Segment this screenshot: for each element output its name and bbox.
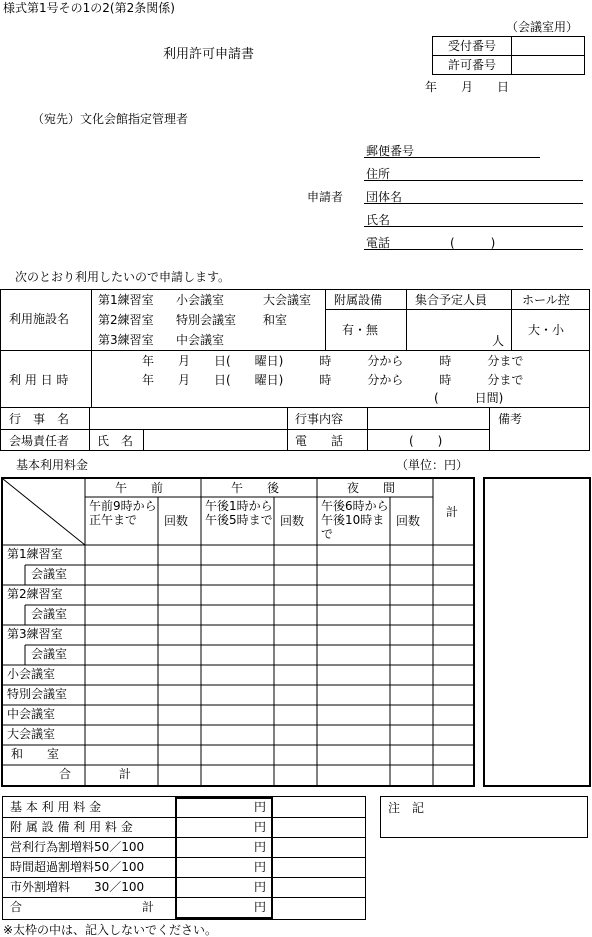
period-night-detail: 午後6時から午後10時まで [321, 499, 389, 541]
people-unit: 人 [492, 334, 505, 348]
room-japanese: 和室 [263, 313, 288, 327]
people-header: 集合予定人員 [415, 293, 488, 307]
remarks-label: 備考 [498, 412, 523, 426]
fee-table [1, 477, 475, 787]
period-night: 夜 間 [347, 481, 396, 495]
manager-phone-value[interactable]: ( ) [409, 434, 443, 448]
manager-phone-label: 電 話 [295, 434, 344, 448]
summary-label: 附 属 設 備 利 用 料 金 [10, 820, 133, 834]
postal-line[interactable] [364, 157, 540, 158]
room-1st-practice: 第1練習室 [98, 293, 154, 307]
fee-row-label: 和 室 [11, 747, 60, 761]
date-label: 年 月 日 [425, 80, 510, 94]
datetime-days[interactable]: ( 日間) [434, 391, 504, 405]
room-middle-meeting: 中会議室 [176, 333, 225, 347]
datetime-line-2[interactable]: 年 月 日( 曜日) 時 分から 時 分まで [142, 373, 524, 387]
fee-row-label: 大会議室 [7, 727, 56, 741]
manager-label: 会場責任者 [9, 434, 70, 448]
permit-number-field[interactable] [512, 56, 585, 75]
applicant-label: 申請者 [307, 190, 344, 204]
fee-unit: （単位：円） [396, 458, 469, 472]
phone-label: 電話 ( ) [366, 236, 496, 250]
summary-label: 営利行為割増料50／100 [10, 840, 145, 854]
datetime-line-1[interactable]: 年 月 日( 曜日) 時 分から 時 分まで [142, 354, 524, 368]
notes-box[interactable] [380, 796, 588, 838]
count-label-afternoon: 回数 [280, 514, 305, 528]
room-2nd-practice: 第2練習室 [98, 313, 154, 327]
manager-name-label: 氏 名 [97, 434, 134, 448]
number-table [432, 36, 585, 75]
fee-row-label: 中会議室 [7, 707, 56, 721]
period-morning-detail: 午前9時から正午まで [89, 499, 157, 527]
address-line[interactable] [364, 180, 583, 181]
summary-table [2, 796, 366, 920]
event-content-label: 行事内容 [295, 412, 344, 426]
postal-label: 郵便番号 [366, 144, 415, 158]
summary-label: 市外割増料 30／100 [10, 880, 145, 894]
room-large-meeting: 大会議室 [263, 293, 312, 307]
receipt-number-label: 受付番号 [433, 37, 512, 56]
summary-unit: 円 [254, 880, 267, 894]
permit-number-label: 許可番号 [433, 56, 512, 75]
summary-unit: 円 [254, 820, 267, 834]
facility-label: 利用施設名 [9, 312, 70, 326]
remarks-box[interactable] [483, 477, 591, 787]
fee-row-label: 第3練習室 [7, 627, 63, 641]
form-label: 様式第1号その1の2(第2条関係) [3, 1, 175, 15]
usage-note: （会議室用） [506, 20, 579, 34]
period-morning: 午 前 [115, 481, 164, 495]
equipment-header: 附属設備 [334, 293, 383, 307]
facility-block [0, 289, 590, 351]
equipment-value[interactable]: 有・無 [342, 323, 379, 337]
fee-row-label: 会議室 [31, 567, 68, 581]
phone-line[interactable] [364, 249, 583, 250]
summary-label: 基 本 利 用 料 金 [10, 800, 102, 814]
summary-unit: 円 [254, 840, 267, 854]
event-name-label: 行 事 名 [9, 412, 70, 426]
fee-row-label: 小会議室 [7, 667, 56, 681]
fee-title: 基本利用料金 [16, 458, 89, 472]
datetime-block [0, 350, 590, 408]
count-label-morning: 回数 [164, 514, 189, 528]
receipt-number-field[interactable] [512, 37, 585, 56]
name-label: 氏名 [366, 213, 391, 227]
summary-unit: 円 [254, 860, 267, 874]
hall-value[interactable]: 大・小 [528, 323, 565, 337]
summary-label: 時間超過割増料50／100 [10, 860, 145, 874]
address-label: 住所 [366, 167, 391, 181]
fee-row-label: 第2練習室 [7, 587, 63, 601]
page-title: 利用許可申請書 [163, 47, 255, 62]
summary-unit: 円 [254, 900, 267, 914]
intro-text: 次のとおり利用したいので申請します。 [15, 270, 231, 284]
room-special-meeting: 特別会議室 [176, 313, 237, 327]
fee-total-row-label: 合 計 [59, 767, 132, 781]
fee-row-label: 会議室 [31, 607, 68, 621]
fee-row-label: 第1練習室 [7, 547, 63, 561]
footnote: ※太枠の中は、記入しないでください。 [3, 923, 218, 937]
hall-header: ホール控 [522, 293, 570, 307]
addressee: （宛先）文化会館指定管理者 [32, 112, 189, 126]
period-afternoon-detail: 午後1時から午後5時まで [205, 499, 273, 527]
group-line[interactable] [364, 203, 583, 204]
notes-label: 注 記 [388, 801, 425, 815]
period-afternoon: 午 後 [231, 481, 280, 495]
total-col-label: 計 [446, 505, 459, 519]
fee-row-label: 会議室 [31, 647, 68, 661]
event-block [0, 407, 590, 451]
count-label-night: 回数 [396, 514, 421, 528]
name-line[interactable] [364, 226, 583, 227]
room-small-meeting: 小会議室 [176, 293, 225, 307]
summary-unit: 円 [254, 800, 267, 814]
fee-row-label: 特別会議室 [7, 687, 68, 701]
summary-label: 合 計 [10, 900, 155, 914]
group-label: 団体名 [366, 190, 403, 204]
datetime-label: 利 用 日 時 [9, 373, 69, 387]
room-3rd-practice: 第3練習室 [98, 333, 154, 347]
